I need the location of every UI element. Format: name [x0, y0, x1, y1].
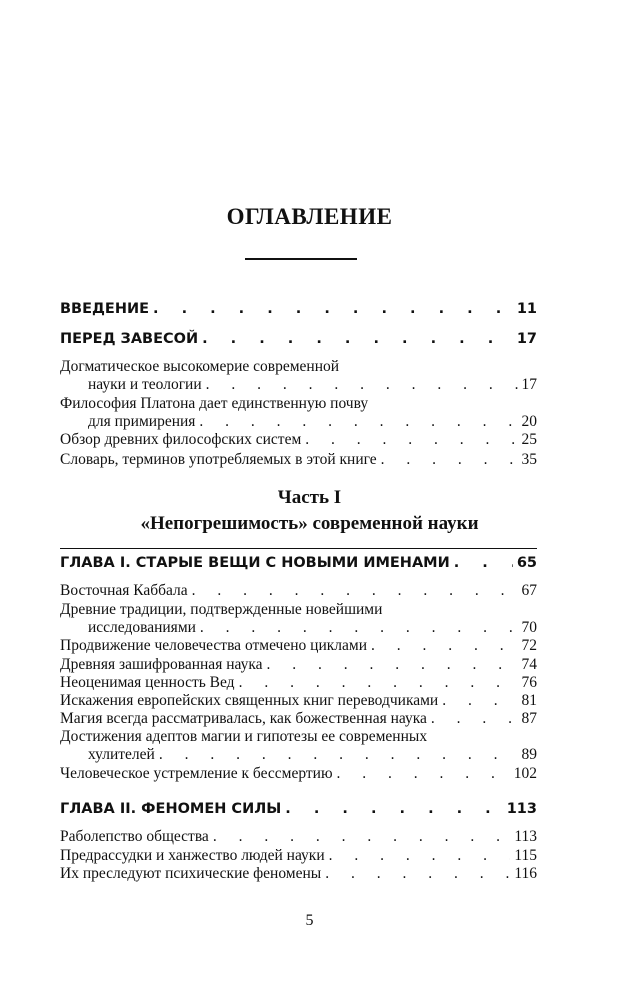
toc-chapter-1[interactable] — [60, 554, 537, 572]
toc-entry-text-line2: науки и теологии — [88, 376, 202, 393]
title-underline — [245, 258, 357, 260]
page-number: 5 — [305, 912, 314, 929]
toc-entry-before-veil[interactable] — [60, 330, 537, 348]
toc-entry-page: 102 — [513, 765, 537, 782]
separator-rule — [60, 548, 537, 549]
toc-entry-text: Раболепство общества — [60, 828, 209, 845]
dot-leader — [155, 746, 518, 764]
toc-entry-encrypted-science[interactable] — [60, 656, 537, 674]
toc-entry-cycles[interactable] — [60, 637, 537, 655]
dot-leader — [325, 847, 511, 865]
toc-entry-page: 81 — [521, 692, 537, 709]
part-label: Часть I — [277, 487, 342, 508]
dot-leader — [427, 710, 518, 728]
toc-entry-page: 89 — [521, 746, 537, 763]
toc-entry-text: Обзор древних философских систем — [60, 431, 302, 448]
dot-leader — [188, 582, 518, 600]
toc-entry-page: 70 — [521, 619, 537, 636]
toc-entry-page: 20 — [521, 413, 537, 430]
toc-entry-page: 76 — [521, 674, 537, 691]
toc-entry-text-line2: хулителей — [88, 746, 155, 763]
toc-entry-text: ГЛАВА II. ФЕНОМЕН СИЛЫ — [60, 801, 282, 817]
toc-entry-text: Восточная Каббала — [60, 582, 188, 599]
toc-entry-text: ВВЕДЕНИЕ — [60, 301, 150, 317]
toc-entry-page: 113 — [514, 828, 537, 845]
part-subtitle: «Непогрешимость» современной науки — [140, 513, 479, 534]
dot-leader — [198, 330, 513, 348]
toc-entry-page: 116 — [514, 865, 537, 882]
toc-entry-text: Магия всегда рассматривалась, как божественная наука — [60, 710, 427, 727]
dot-leader — [202, 376, 518, 394]
dot-leader — [196, 619, 518, 637]
toc-entry-page: 87 — [521, 710, 537, 727]
dot-leader — [321, 865, 510, 883]
toc-entry-page: 72 — [521, 637, 537, 654]
toc-entry-text: Их преследуют психические феномены — [60, 865, 322, 882]
toc-entry-immortality[interactable] — [60, 765, 537, 783]
toc-entry-text: Человеческое устремление к бессмертию — [60, 765, 333, 782]
dot-leader — [263, 656, 518, 674]
toc-entry-plato[interactable] — [60, 395, 537, 431]
toc-entry-adepts[interactable] — [60, 728, 537, 764]
toc-entry-page: 17 — [521, 376, 537, 393]
toc-entry-page: 35 — [521, 451, 537, 468]
toc-entry-vedas[interactable] — [60, 674, 537, 692]
toc-chapter-2[interactable] — [60, 800, 537, 818]
toc-entry-text: ПЕРЕД ЗАВЕСОЙ — [60, 331, 199, 347]
toc-entry-text-line1: Философия Платона дает единственную почву — [60, 395, 369, 412]
toc-entry-text-line2: для примирения — [88, 413, 196, 430]
dot-leader — [450, 554, 513, 572]
toc-entry-page: 113 — [506, 801, 537, 817]
toc-entry-page: 67 — [521, 582, 537, 599]
toc-entry-text: Неоценимая ценность Вед — [60, 674, 235, 691]
dot-leader — [235, 674, 518, 692]
toc-entry-text: Словарь, терминов употребляемых в этой книге — [60, 451, 377, 468]
toc-entry-glossary[interactable] — [60, 451, 537, 469]
toc-entry-page: 74 — [521, 656, 537, 673]
toc-entry-traditions[interactable] — [60, 601, 537, 637]
toc-entry-kabbalah[interactable] — [60, 582, 537, 600]
dot-leader — [195, 413, 517, 431]
toc-entry-text-line1: Древние традиции, подтвержденные новейшими — [60, 601, 383, 618]
toc-entry-page: 115 — [514, 847, 537, 864]
toc-entry-page: 65 — [516, 555, 537, 571]
toc-entry-text: Продвижение человечества отмечено циклами — [60, 637, 367, 654]
toc-entry-text: Древняя зашифрованная наука — [60, 656, 263, 673]
toc-entry-servility[interactable] — [60, 828, 537, 846]
dot-leader — [281, 800, 502, 818]
dot-leader — [209, 828, 510, 846]
toc-entry-page: 11 — [516, 301, 537, 317]
toc-entry-text: Искажения европейских священных книг переводчиками — [60, 692, 439, 709]
page-title: ОГЛАВЛЕНИЕ — [226, 204, 393, 229]
dot-leader — [377, 451, 518, 469]
dot-leader — [367, 637, 518, 655]
dot-leader — [333, 765, 510, 783]
dot-leader — [438, 692, 517, 710]
toc-entry-dogmatic[interactable] — [60, 358, 537, 394]
toc-entry-phenomena[interactable] — [60, 865, 537, 883]
toc-entry-prejudice[interactable] — [60, 847, 537, 865]
toc-entry-distortions[interactable] — [60, 692, 537, 710]
dot-leader — [149, 300, 513, 318]
toc-entry-page: 17 — [516, 331, 537, 347]
toc-entry-text: ГЛАВА I. СТАРЫЕ ВЕЩИ С НОВЫМИ ИМЕНАМИ — [60, 555, 450, 571]
toc-entry-magic[interactable] — [60, 710, 537, 728]
toc-entry-text: Предрассудки и ханжество людей науки — [60, 847, 325, 864]
toc-entry-systems[interactable] — [60, 431, 537, 449]
toc-entry-text-line1: Достижения адептов магии и гипотезы ее современных — [60, 728, 428, 745]
toc-entry-introduction[interactable] — [60, 300, 537, 318]
dot-leader — [301, 431, 517, 449]
toc-entry-page: 25 — [521, 431, 537, 448]
toc-entry-text-line2: исследованиями — [88, 619, 196, 636]
toc-entry-text-line1: Догматическое высокомерие современной — [60, 358, 340, 375]
